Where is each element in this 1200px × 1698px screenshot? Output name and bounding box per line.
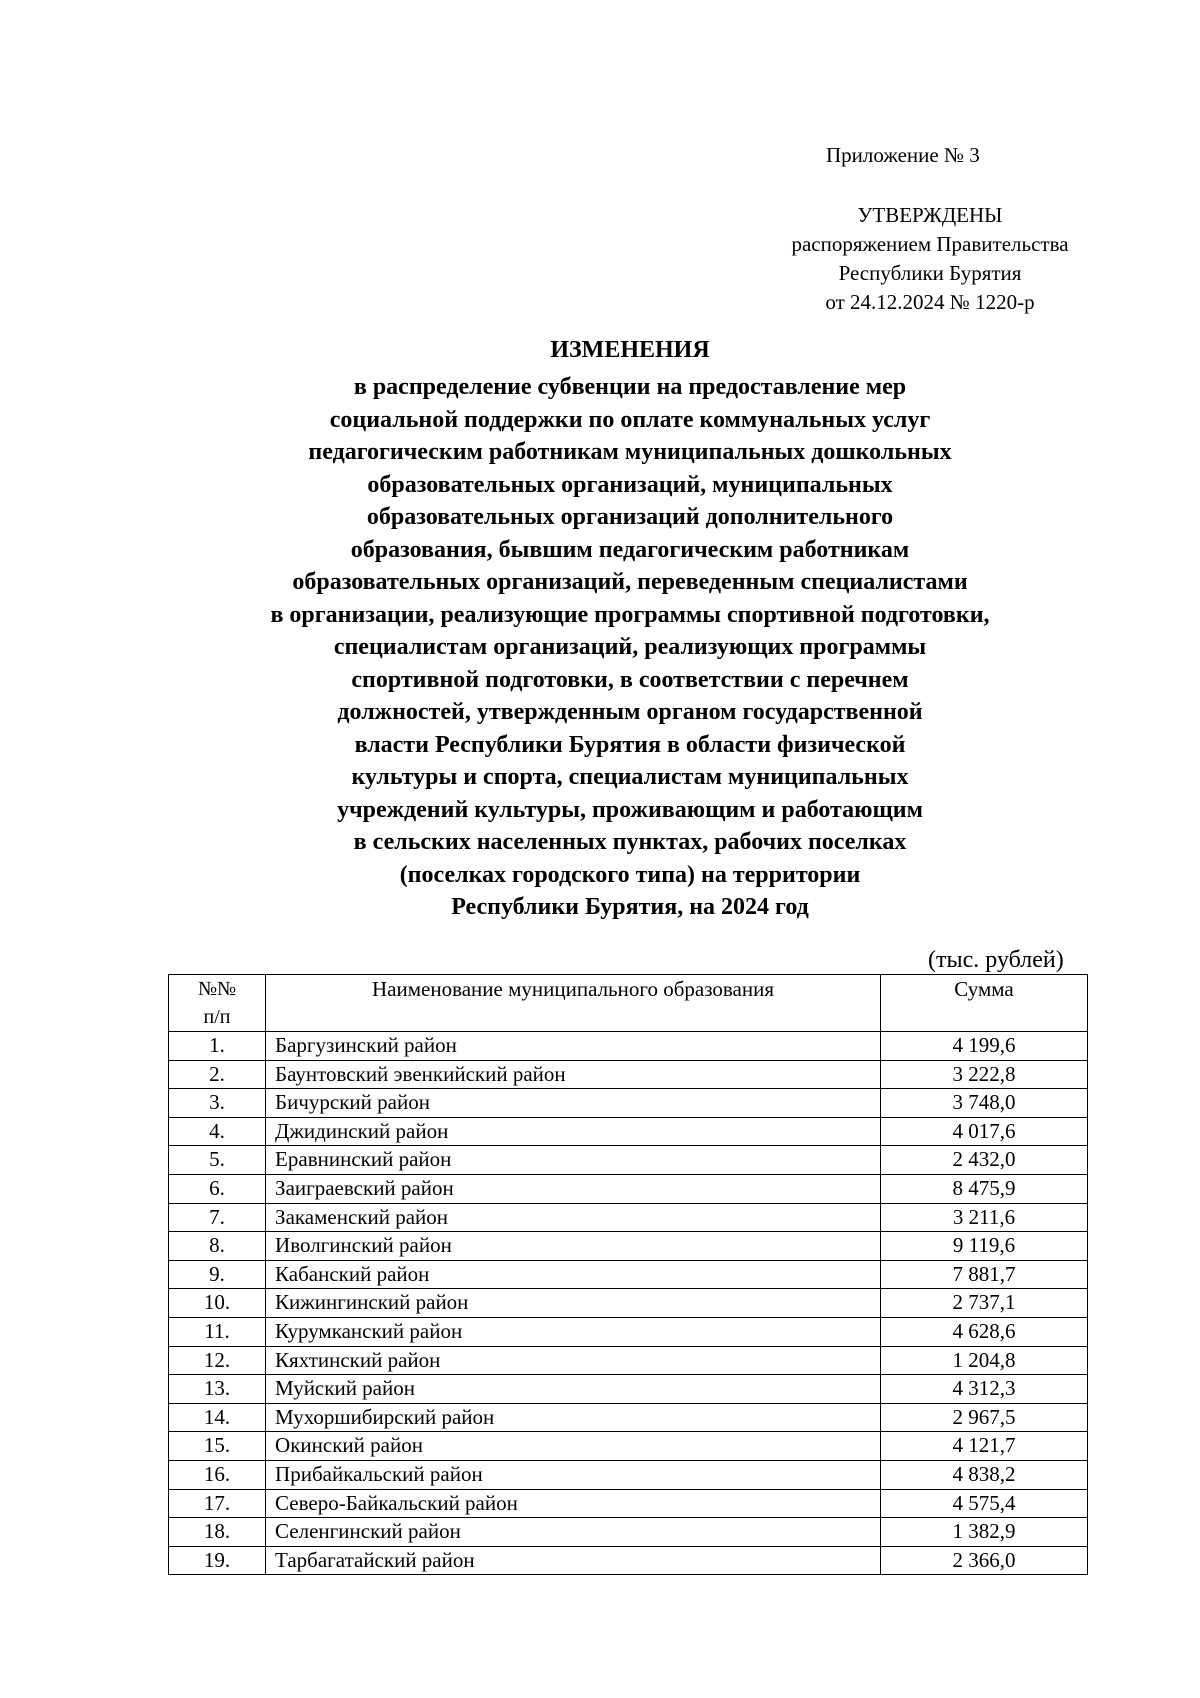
header-num-line: №№ (197, 978, 237, 1000)
row-num: 3. (169, 1089, 266, 1118)
row-name: Селенгинский район (266, 1518, 881, 1547)
table-row (169, 1089, 1088, 1118)
subtitle-line: учреждений культуры, проживающим и работающим (337, 796, 923, 823)
row-sum: 9 119,6 (880, 1232, 1087, 1261)
document-title: ИЗМЕНЕНИЯ (550, 337, 710, 363)
subtitle-line: образовательных организаций, переведенным специалистами (292, 569, 968, 595)
row-name: Мухоршибирский район (266, 1403, 881, 1432)
row-sum: 8 475,9 (880, 1174, 1087, 1203)
row-num: 11. (169, 1317, 266, 1346)
row-sum: 3 748,0 (880, 1089, 1087, 1118)
header-num (169, 975, 266, 1032)
row-num: 19. (169, 1546, 266, 1575)
row-sum: 4 838,2 (880, 1460, 1087, 1489)
table-row (169, 1546, 1088, 1575)
subtitle-line: в распределение субвенции на предоставление мер (353, 374, 907, 400)
subtitle-line: социальной поддержки по оплате коммунальных услуг (329, 406, 931, 433)
row-name: Бичурский район (266, 1089, 881, 1118)
approval-block (720, 201, 1140, 317)
table-row (169, 1346, 1088, 1375)
document-subtitle (0, 371, 1200, 924)
row-sum: 1 204,8 (880, 1346, 1087, 1375)
table-row (169, 1032, 1088, 1061)
subtitle-line: образования, бывшим педагогическим работникам (350, 536, 910, 563)
table-row (169, 1146, 1088, 1175)
table-row (169, 1403, 1088, 1432)
table-row (169, 1203, 1088, 1232)
row-sum: 4 121,7 (880, 1432, 1087, 1461)
row-sum: 4 628,6 (880, 1317, 1087, 1346)
row-name: Еравнинский район (266, 1146, 881, 1175)
subtitle-line: в организации, реализующие программы спортивной подготовки, (270, 601, 990, 628)
subtitle-line: в сельских населенных пунктах, рабочих поселках (353, 829, 907, 855)
row-num: 4. (169, 1117, 266, 1146)
row-num: 16. (169, 1460, 266, 1489)
table-row (169, 1289, 1088, 1318)
row-sum: 4 312,3 (880, 1375, 1087, 1404)
table-row (169, 1375, 1088, 1404)
row-num: 6. (169, 1174, 266, 1203)
row-num: 12. (169, 1346, 266, 1375)
header-sum: Сумма (880, 975, 1087, 1032)
distribution-table (168, 974, 1088, 1575)
row-num: 13. (169, 1375, 266, 1404)
row-sum: 2 737,1 (880, 1289, 1087, 1318)
table-row (169, 1489, 1088, 1518)
row-num: 18. (169, 1518, 266, 1547)
subtitle-line: власти Республики Бурятия в области физической (354, 731, 906, 758)
row-sum: 7 881,7 (880, 1260, 1087, 1289)
table-row (169, 1117, 1088, 1146)
approval-line: распоряжением Правительства (791, 232, 1069, 256)
table-row (169, 1174, 1088, 1203)
table-row (169, 1060, 1088, 1089)
table-row (169, 1260, 1088, 1289)
row-sum: 2 967,5 (880, 1403, 1087, 1432)
row-num: 17. (169, 1489, 266, 1518)
row-name: Закаменский район (266, 1203, 881, 1232)
row-num: 10. (169, 1289, 266, 1318)
row-name: Муйский район (266, 1375, 881, 1404)
row-sum: 2 366,0 (880, 1546, 1087, 1575)
units-label: (тыс. рублей) (928, 947, 1064, 973)
table-body (169, 1032, 1088, 1575)
approval-line: УТВЕРЖДЕНЫ (857, 203, 1003, 227)
row-name: Прибайкальский район (266, 1460, 881, 1489)
row-num: 15. (169, 1432, 266, 1461)
row-sum: 4 199,6 (880, 1032, 1087, 1061)
row-name: Заиграевский район (266, 1174, 881, 1203)
row-sum: 1 382,9 (880, 1518, 1087, 1547)
row-name: Кижингинский район (266, 1289, 881, 1318)
row-num: 8. (169, 1232, 266, 1261)
subtitle-line: образовательных организаций, муниципальных (367, 471, 893, 498)
row-sum: 4 575,4 (880, 1489, 1087, 1518)
row-name: Окинский район (266, 1432, 881, 1461)
row-num: 9. (169, 1260, 266, 1289)
row-name: Джидинский район (266, 1117, 881, 1146)
subtitle-line: (поселках городского типа) на территории (399, 861, 861, 888)
table-row (169, 1232, 1088, 1261)
row-name: Иволгинский район (266, 1232, 881, 1261)
row-sum: 3 222,8 (880, 1060, 1087, 1089)
row-sum: 3 211,6 (880, 1203, 1087, 1232)
subtitle-line: должностей, утвержденным органом государственной (337, 699, 923, 725)
row-num: 14. (169, 1403, 266, 1432)
table-row (169, 1432, 1088, 1461)
row-num: 5. (169, 1146, 266, 1175)
annex-label: Приложение № 3 (826, 143, 980, 167)
header-num-line: п/п (203, 1006, 231, 1028)
row-name: Тарбагатайский район (266, 1546, 881, 1575)
subtitle-line: образовательных организаций дополнительного (366, 504, 894, 530)
subtitle-line: Республики Бурятия, на 2024 год (451, 894, 809, 920)
approval-line: от 24.12.2024 № 1220-р (825, 290, 1035, 314)
header-name: Наименование муниципального образования (266, 975, 881, 1032)
table-row (169, 1518, 1088, 1547)
row-num: 7. (169, 1203, 266, 1232)
row-name: Баргузинский район (266, 1032, 881, 1061)
table-row (169, 1460, 1088, 1489)
subtitle-line: педагогическим работникам муниципальных дошкольных (308, 439, 952, 465)
subtitle-line: культуры и спорта, специалистам муниципальных (351, 764, 909, 790)
row-name: Курумканский район (266, 1317, 881, 1346)
row-sum: 2 432,0 (880, 1146, 1087, 1175)
subtitle-line: специалистам организаций, реализующих программы (333, 634, 927, 660)
approval-line: Республики Бурятия (838, 261, 1022, 285)
row-name: Кабанский район (266, 1260, 881, 1289)
row-num: 1. (169, 1032, 266, 1061)
row-name: Кяхтинский район (266, 1346, 881, 1375)
table-row (169, 1317, 1088, 1346)
row-name: Северо-Байкальский район (266, 1489, 881, 1518)
subtitle-line: спортивной подготовки, в соответствии с перечнем (351, 666, 909, 693)
row-sum: 4 017,6 (880, 1117, 1087, 1146)
row-name: Баунтовский эвенкийский район (266, 1060, 881, 1089)
table-header-row (169, 975, 1088, 1032)
row-num: 2. (169, 1060, 266, 1089)
